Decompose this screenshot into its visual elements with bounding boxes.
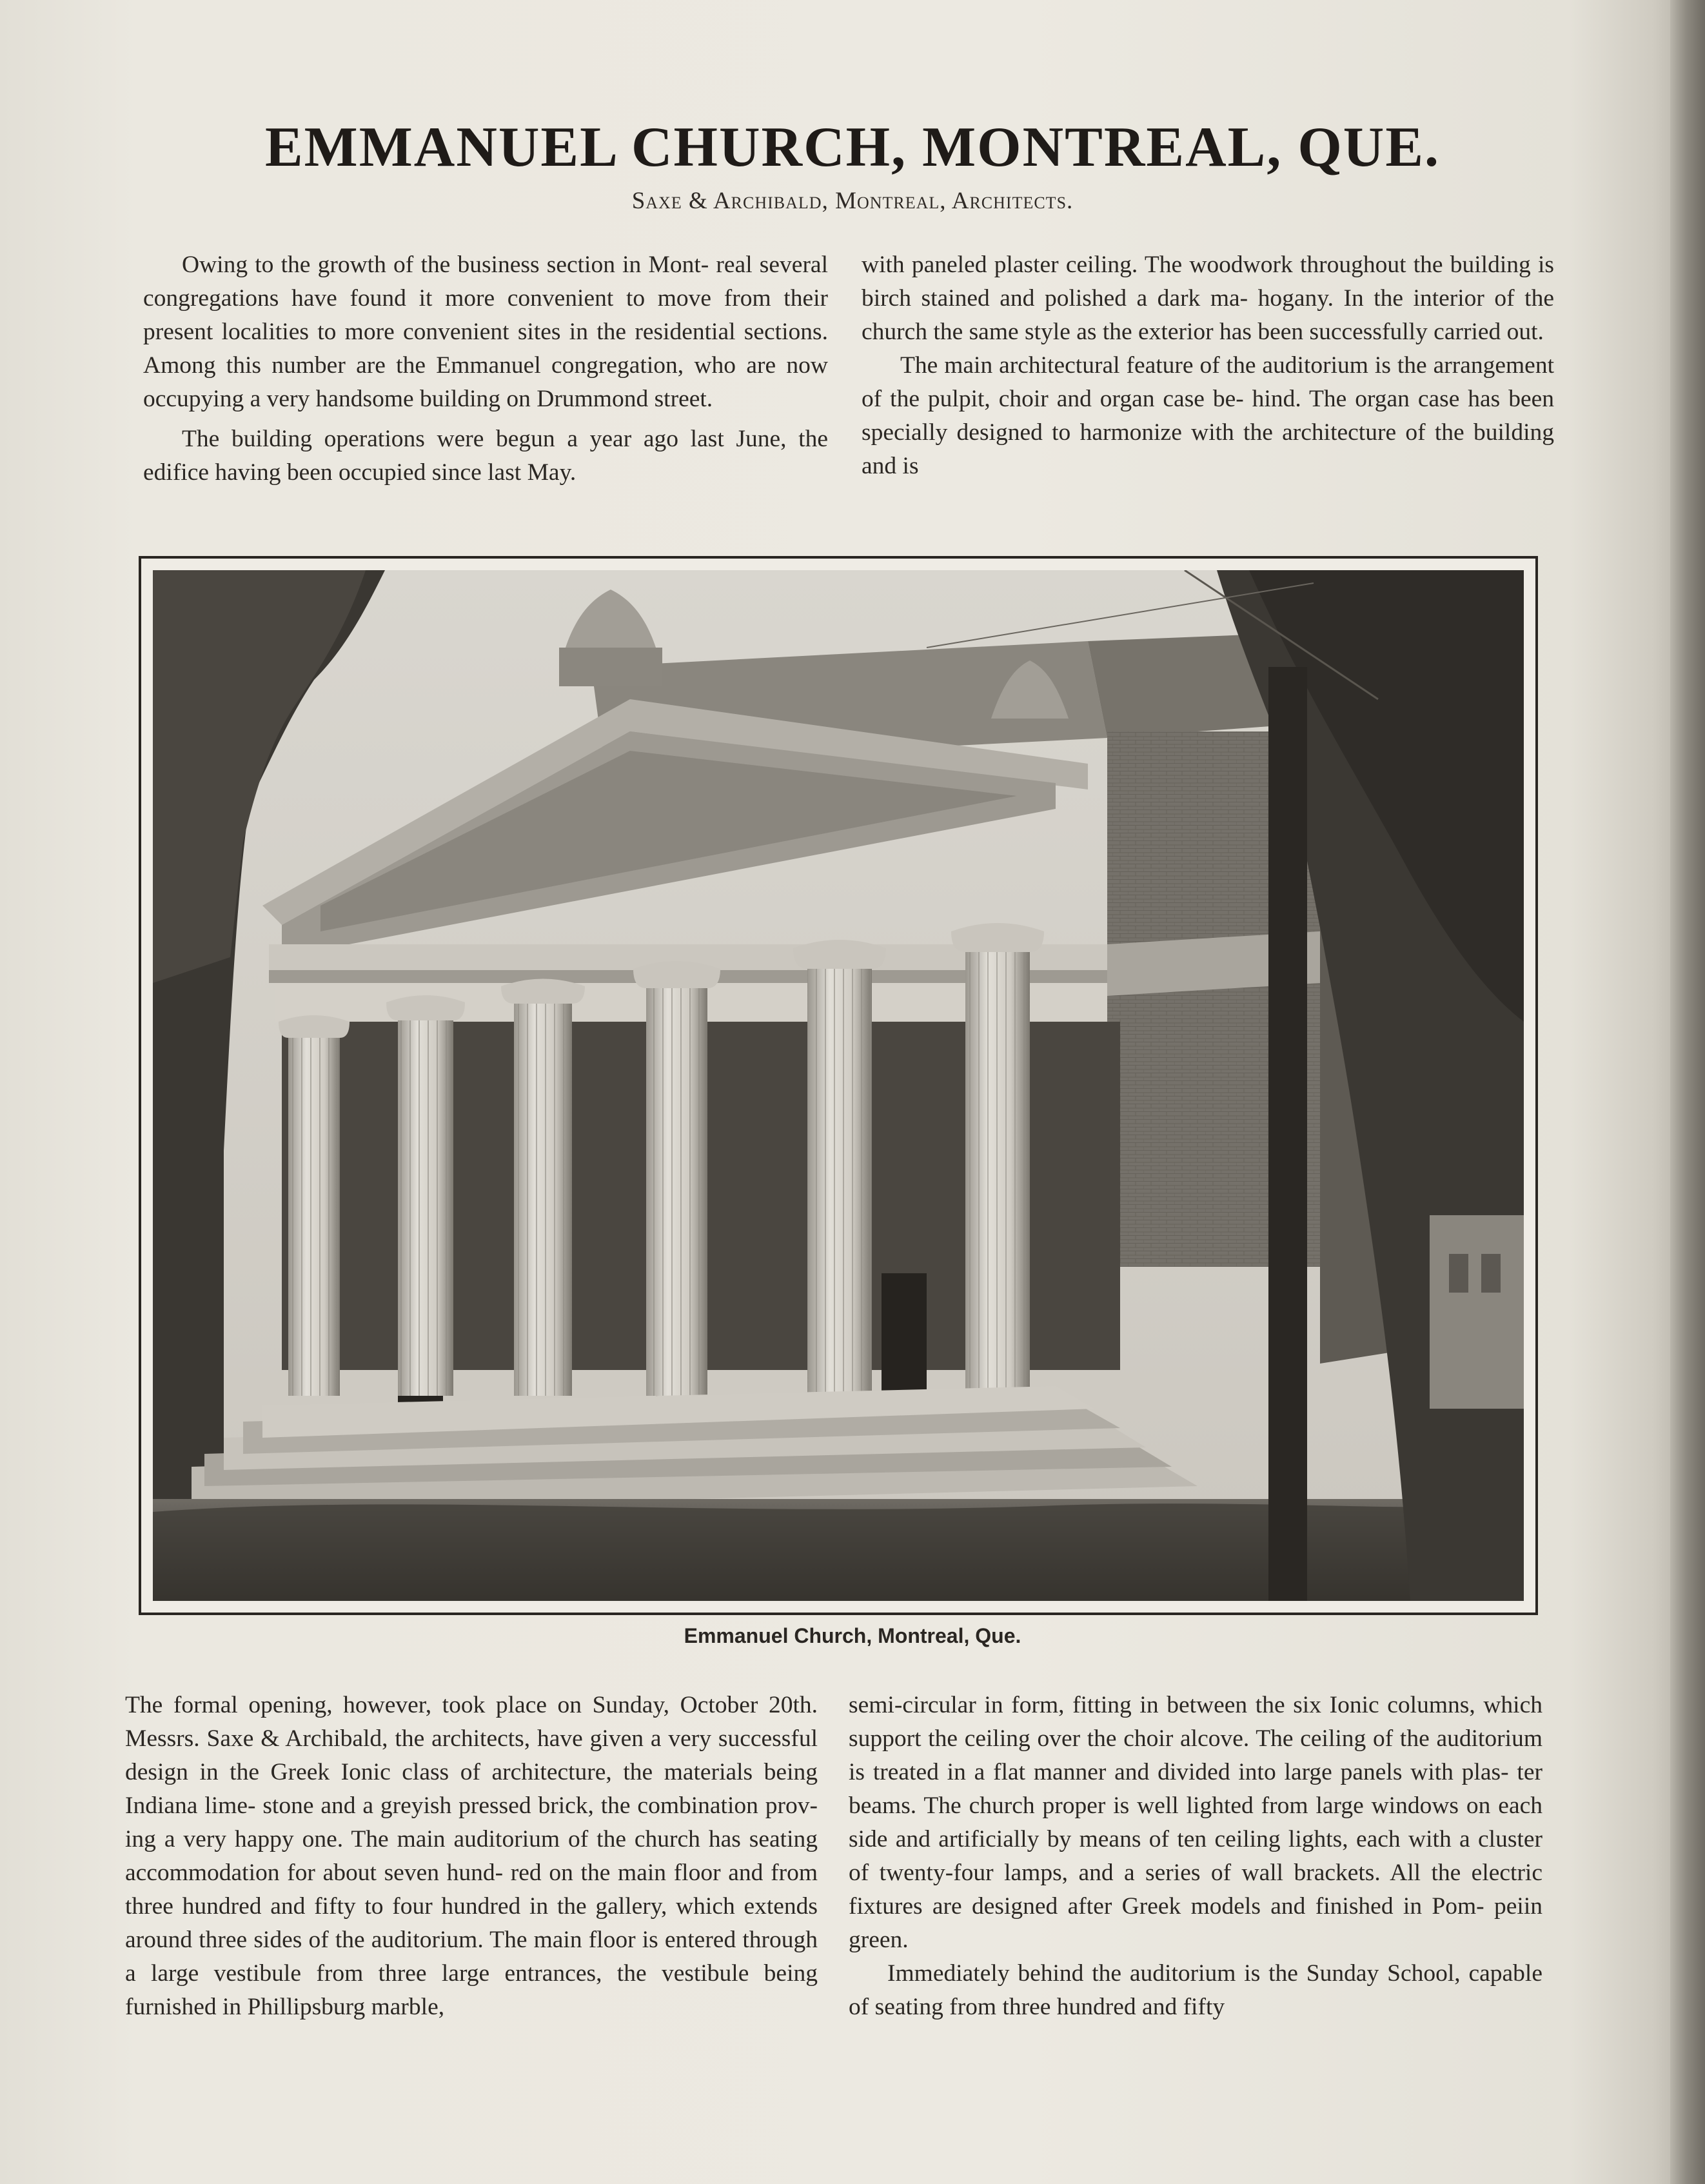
architects-byline: Saxe & Archibald, Montreal, Architects. [631,188,1074,214]
paragraph: Owing to the growth of the business section in Mont- real several congregations have found it more convenient to move from their present localities to more convenient sites in the residential sections. Among this number are the Emmanuel congregation, who are now occupying a very handsome building on Drummond street. [143,252,828,412]
paragraph: Immediately behind the auditorium is the Sunday School, capable of seating from three hundred and fifty [849,1960,1542,2020]
top-right-column [862,248,1554,483]
article-title: EMMANUEL CHURCH, MONTREAL, QUE. [264,116,1441,179]
page-binding-edge [1670,0,1705,2184]
photo-caption: Emmanuel Church, Montreal, Que. [684,1624,1021,1647]
photo-frame [139,556,1538,1615]
paragraph: with paneled plaster ceiling. The woodwork throughout the building is birch stained and polished a dark ma- hogany. In the interior of the church the same style as the exterior has been successfully carried out. [862,252,1554,345]
paragraph: The building operations were begun a year ago last June, the edifice having been occupied since last May. [143,426,828,486]
paragraph: The main architectural feature of the auditorium is the arrangement of the pulpit, choir and organ case be- hind. The organ case has been specially designed to harmonize with the architecture of the building and is [862,352,1554,479]
paragraph: The formal opening, however, took place on Sunday, October 20th. Messrs. Saxe & Archibald, the architects, have given a very successful design in the Greek Ionic class of architecture, the materials being Indiana lime- stone and a greyish pressed brick, the combination prov- ing a very happy one. The main auditorium of the church has seating accommodation for about seven hund- red on the main floor and from three hundred and fifty to four hundred in the gallery, which extends around three sides of the auditorium. The main floor is entered through a large vestibule from three large entrances, the vestibule being furnished in Phillipsburg marble, [125,1692,818,2020]
bottom-left-column [125,1689,818,2024]
church-facade-illustration [153,570,1524,1601]
bottom-right-column [849,1689,1542,2024]
top-left-column [143,248,828,490]
paragraph: semi-circular in form, fitting in between the six Ionic columns, which support the ceiling over the choir alcove. The ceiling of the auditorium is treated in a flat manner and divided into large panels with plas- ter beams. The church proper is well lighted from large windows on each side and artificially by means of ten ceiling lights, each with a cluster of twenty-four lamps, and a series of wall brackets. All the electric fixtures are designed after Greek models and finished in Pom- peiin green. [849,1692,1542,1953]
church-photograph [153,570,1524,1601]
